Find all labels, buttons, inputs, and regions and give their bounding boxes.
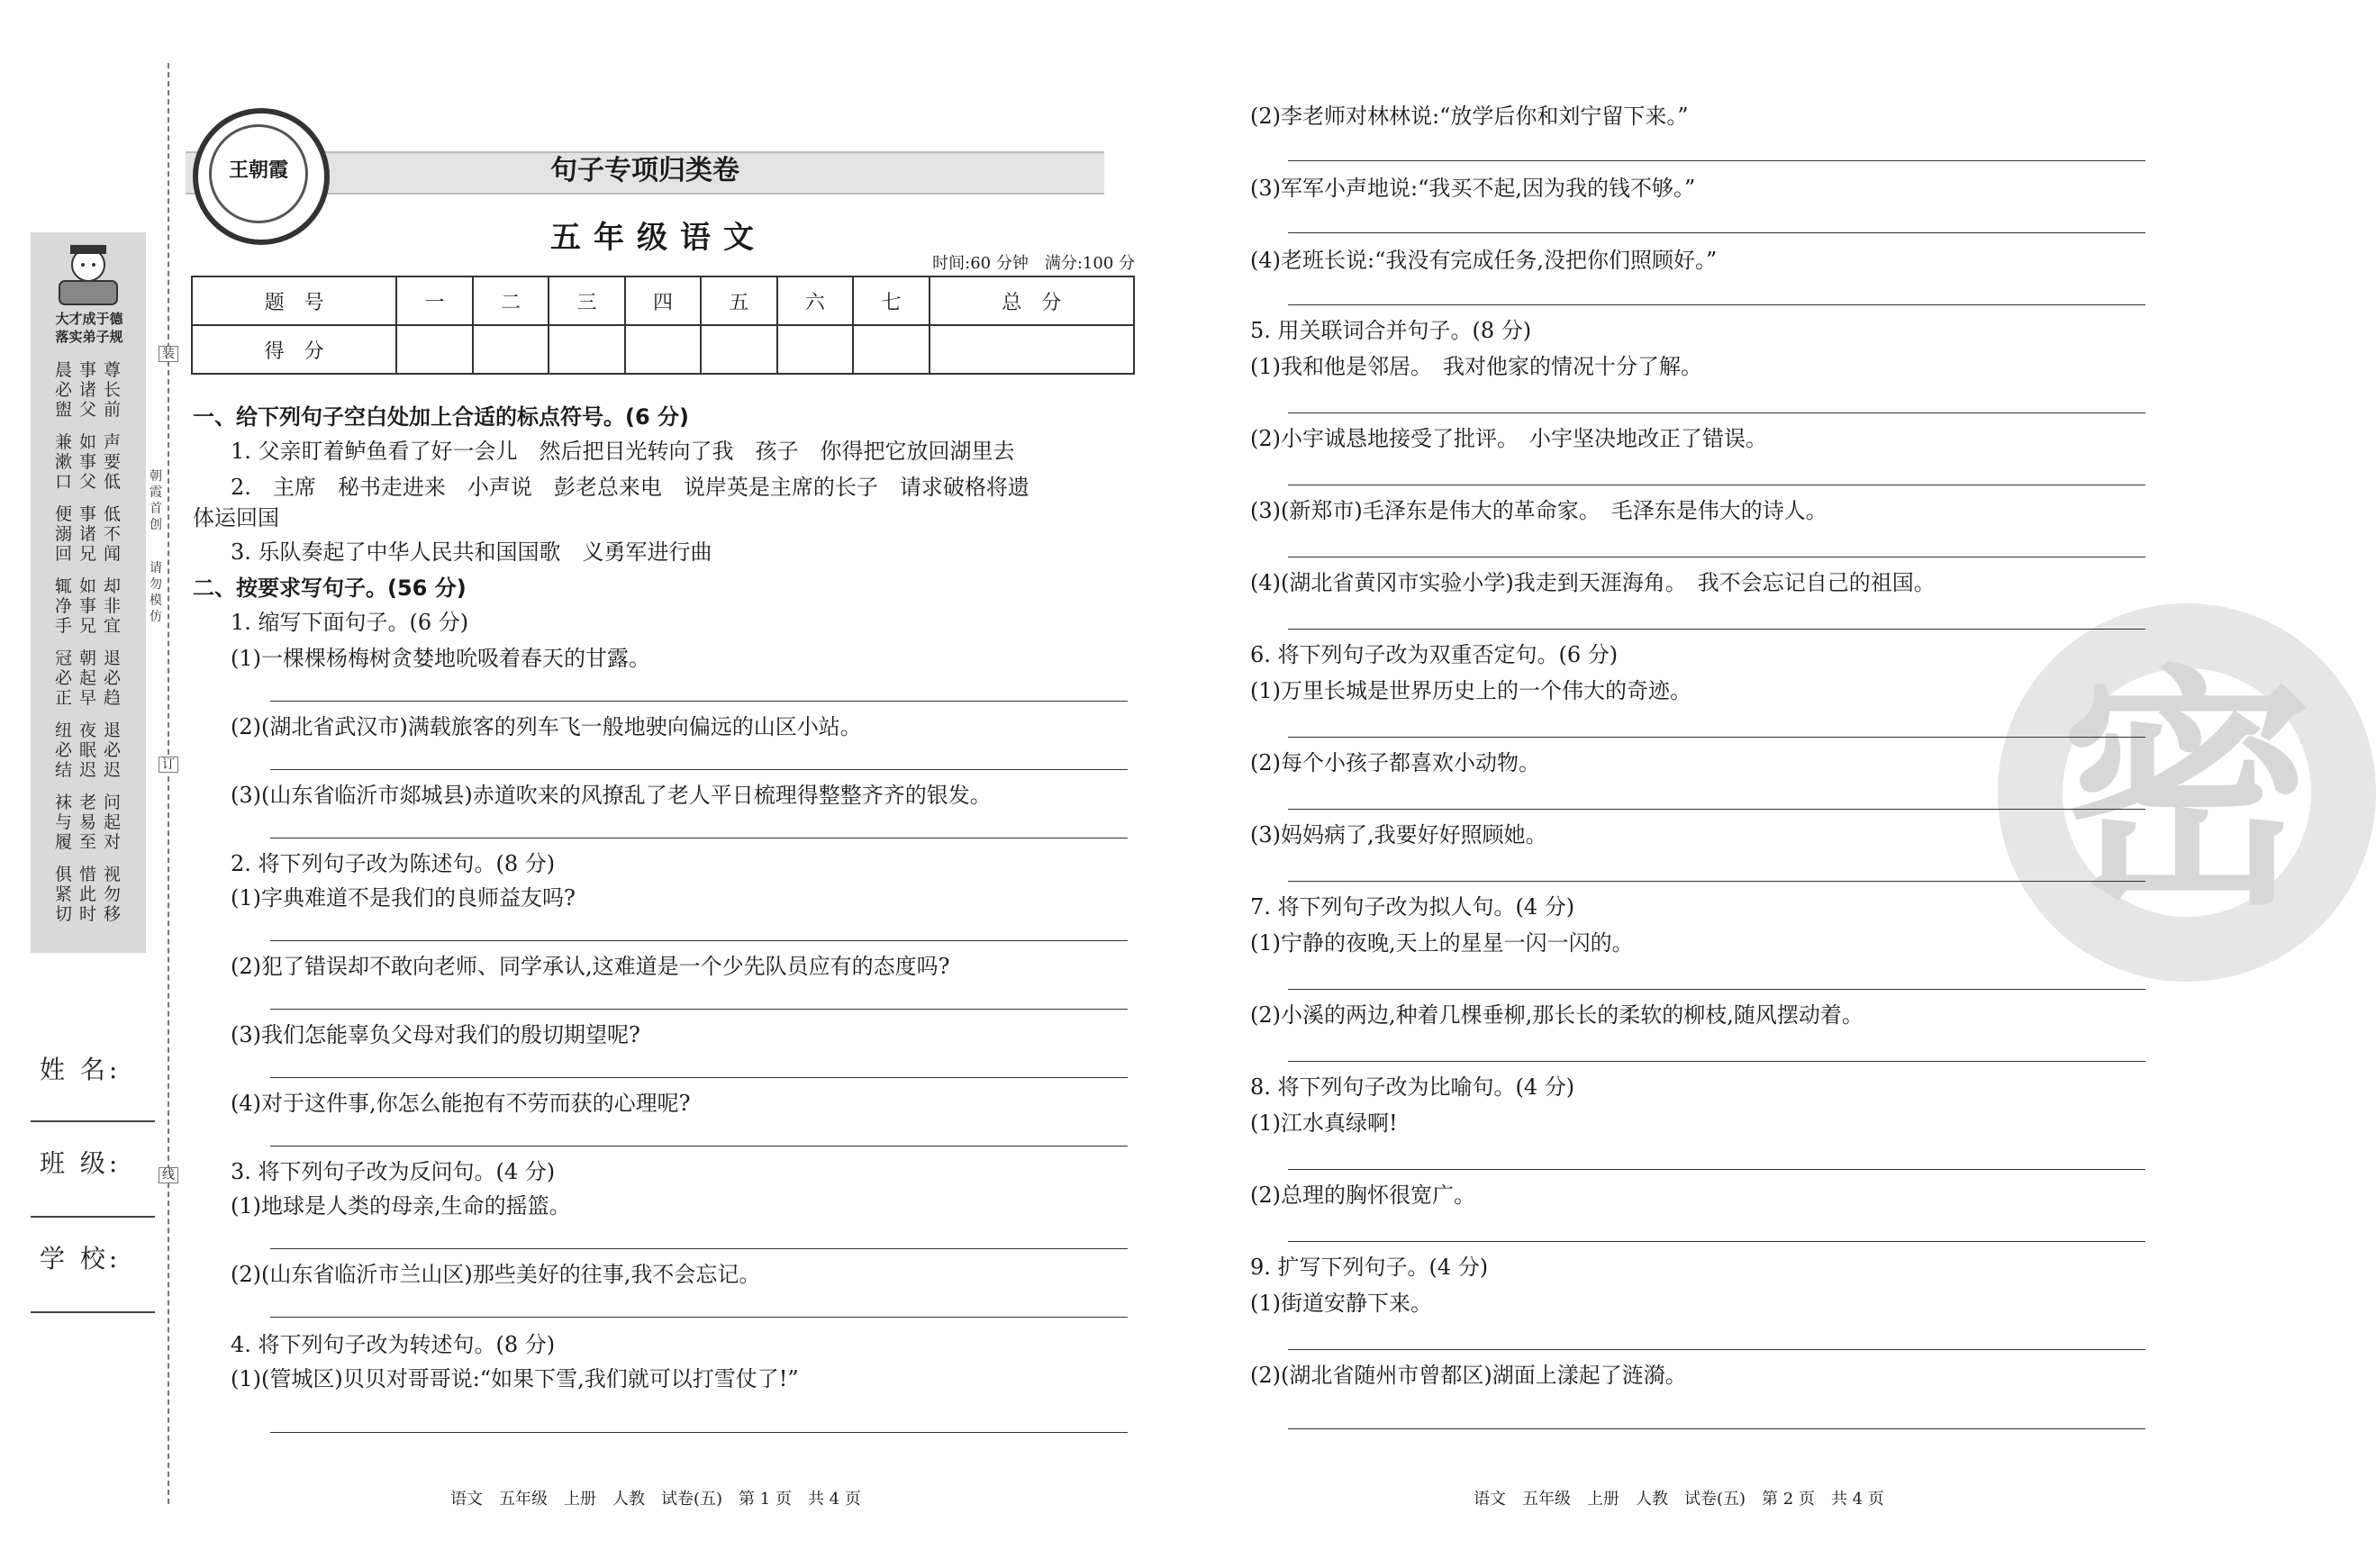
banner-title: 句子专项归类卷 xyxy=(550,155,739,186)
answer-line[interactable] xyxy=(1288,1169,2145,1170)
motto-row: 盥 父 前 xyxy=(54,400,122,420)
question-text: (4)对于这件事,你怎么能抱有不劳而获的心理呢? xyxy=(231,1091,691,1116)
question-text: 3. 乐队奏起了中华人民共和国国歌 义勇军进行曲 xyxy=(231,539,712,565)
name-label: 姓 名: xyxy=(40,1055,122,1084)
question-text: (2)每个小孩子都喜欢小动物。 xyxy=(1250,750,1540,775)
score-row-label: 得 分 xyxy=(192,325,396,374)
answer-line[interactable] xyxy=(1288,881,2145,882)
school-field[interactable] xyxy=(31,1311,155,1313)
answer-line[interactable] xyxy=(1288,629,2145,630)
answer-line[interactable] xyxy=(270,1248,1128,1249)
vertical-note-2: 请勿模仿 xyxy=(150,561,162,624)
motto-row: 紧 此 勿 xyxy=(54,884,122,904)
motto-row: 溺 诸 不 xyxy=(54,524,122,544)
time-info: 时间:60 分钟 满分:100 分 xyxy=(932,254,1135,273)
question-text: (3)(新郑市)毛泽东是伟大的革命家。 毛泽东是伟大的诗人。 xyxy=(1250,498,1827,523)
question-text: (2)小溪的两边,种着几棵垂柳,那长长的柔软的柳枝,随风摆动着。 xyxy=(1250,1002,1864,1028)
sidebar-motto xyxy=(32,360,144,937)
motto-row: 口 父 低 xyxy=(54,472,122,492)
question-text: (1)宁静的夜晚,天上的星星一闪一闪的。 xyxy=(1250,930,1634,956)
answer-line[interactable] xyxy=(1288,304,2145,305)
answer-line[interactable] xyxy=(1288,1428,2145,1429)
question-text: (2)李老师对林林说:“放学后你和刘宁留下来。” xyxy=(1250,104,1689,129)
answer-line[interactable] xyxy=(270,1317,1128,1318)
motto-row: 与 易 起 xyxy=(54,812,122,832)
question-text: (3)(山东省临沂市郯城县)赤道吹来的风撩乱了老人平日梳理得整整齐齐的银发。 xyxy=(231,783,992,808)
question-text: (1)地球是人类的母亲,生命的摇篮。 xyxy=(231,1193,571,1219)
motto-row: 便 事 低 xyxy=(54,504,122,524)
question-heading: 4. 将下列句子改为转述句。(8 分) xyxy=(231,1332,556,1357)
motto-row: 必 眠 必 xyxy=(54,740,122,760)
question-text: (2)(山东省临沂市兰山区)那些美好的往事,我不会忘记。 xyxy=(231,1262,761,1287)
score-cell[interactable] xyxy=(701,325,776,374)
question-heading: 5. 用关联词合并句子。(8 分) xyxy=(1250,318,1532,343)
answer-line[interactable] xyxy=(1288,1061,2145,1062)
question-text: (1)一棵棵杨梅树贪婪地吮吸着春天的甘露。 xyxy=(231,646,650,671)
page-footer-left: 语文 五年级 上册 人教 试卷(五) 第 1 页 共 4 页 xyxy=(450,1490,861,1509)
motto-row: 手 兄 宜 xyxy=(54,616,122,636)
sidebar-slogan: 大才成于德 落实弟子规 xyxy=(55,311,123,345)
motto-row: 俱 惜 视 xyxy=(54,865,122,884)
question-text: (1)街道安静下来。 xyxy=(1250,1291,1432,1316)
answer-line[interactable] xyxy=(1288,1349,2145,1350)
watermark-glyph: 密 xyxy=(2061,646,2313,939)
binding-tag-1: 装 xyxy=(159,346,178,362)
answer-line[interactable] xyxy=(270,1077,1128,1078)
question-text: 1. 父亲盯着鲈鱼看了好一会儿 然后把目光转向了我 孩子 你得把它放回湖里去 xyxy=(231,439,1015,464)
question-text: (1)万里长城是世界历史上的一个伟大的奇迹。 xyxy=(1250,678,1691,703)
score-cell[interactable] xyxy=(549,325,624,374)
score-header-cell: 四 xyxy=(625,276,701,325)
score-cell[interactable] xyxy=(930,325,1134,374)
motto-row: 正 早 趋 xyxy=(54,688,122,708)
score-value-row xyxy=(192,325,1134,374)
answer-line[interactable] xyxy=(1288,989,2145,990)
question-text: (4)(湖北省黄冈市实验小学)我走到天涯海角。 我不会忘记自己的祖国。 xyxy=(1250,570,1936,595)
class-field[interactable] xyxy=(31,1216,155,1218)
answer-line[interactable] xyxy=(1288,160,2145,161)
question-text: 体运回国 xyxy=(193,505,279,530)
answer-line[interactable] xyxy=(1288,737,2145,738)
score-header-cell: 六 xyxy=(777,276,853,325)
answer-line[interactable] xyxy=(270,940,1128,941)
score-header-cell: 五 xyxy=(701,276,776,325)
motto-row: 漱 事 要 xyxy=(54,452,122,472)
page-subtitle: 五年级语文 xyxy=(550,220,766,256)
score-header-cell: 一 xyxy=(396,276,472,325)
question-text: (2)(湖北省武汉市)满载旅客的列车飞一般地驶向偏远的山区小站。 xyxy=(231,714,862,739)
question-text: (3)妈妈病了,我要好好照顾她。 xyxy=(1250,822,1547,847)
question-heading: 1. 缩写下面句子。(6 分) xyxy=(231,610,469,635)
school-label: 学 校: xyxy=(40,1244,122,1273)
motto-row: 必 起 必 xyxy=(54,668,122,688)
motto-row: 兼 如 声 xyxy=(54,432,122,452)
question-text: (3)我们怎能辜负父母对我们的殷切期望呢? xyxy=(231,1022,640,1047)
motto-row: 纽 夜 退 xyxy=(54,721,122,740)
answer-line[interactable] xyxy=(1288,809,2145,810)
score-header-cell: 题 号 xyxy=(192,276,396,325)
question-text: (1)字典难道不是我们的良师益友吗? xyxy=(231,885,576,911)
binding-tag-2: 订 xyxy=(159,757,178,773)
question-heading: 7. 将下列句子改为拟人句。(4 分) xyxy=(1250,894,1575,920)
motto-row: 冠 朝 退 xyxy=(54,648,122,668)
answer-line[interactable] xyxy=(1288,412,2145,413)
question-heading: 9. 扩写下列句子。(4 分) xyxy=(1250,1255,1489,1280)
score-header-cell: 七 xyxy=(853,276,929,325)
section-2-heading: 二、按要求写句子。(56 分) xyxy=(193,576,467,601)
motto-row: 结 迟 迟 xyxy=(54,760,122,780)
question-text: 2. 主席 秘书走进来 小声说 彭老总来电 说岸英是主席的长子 请求破格将遗 xyxy=(231,475,1029,500)
answer-line[interactable] xyxy=(270,701,1128,702)
question-text: (2)小宇诚恳地接受了批评。 小宇坚决地改正了错误。 xyxy=(1250,426,1767,451)
question-text: (2)总理的胸怀很宽广。 xyxy=(1250,1183,1475,1208)
binding-tag-3: 线 xyxy=(159,1167,178,1183)
motto-row: 辄 如 却 xyxy=(54,576,122,596)
vertical-note-1: 朝霞首创 xyxy=(150,469,162,532)
score-cell[interactable] xyxy=(473,325,549,374)
score-header-cell: 三 xyxy=(549,276,624,325)
logo-text: 王朝霞 xyxy=(228,159,288,182)
answer-line[interactable] xyxy=(270,1432,1128,1433)
binding-line xyxy=(168,63,169,1504)
question-heading: 8. 将下列句子改为比喻句。(4 分) xyxy=(1250,1074,1575,1100)
motto-row: 晨 事 尊 xyxy=(54,360,122,380)
question-text: (2)(湖北省随州市曾都区)湖面上漾起了涟漪。 xyxy=(1250,1363,1687,1388)
motto-row: 必 诸 长 xyxy=(54,380,122,400)
question-heading: 2. 将下列句子改为陈述句。(8 分) xyxy=(231,851,556,876)
question-text: (1)我和他是邻居。 我对他家的情况十分了解。 xyxy=(1250,354,1702,379)
name-field[interactable] xyxy=(31,1120,155,1122)
score-table xyxy=(191,276,1135,375)
question-heading: 3. 将下列句子改为反问句。(4 分) xyxy=(231,1159,556,1184)
question-text: (1)(管城区)贝贝对哥哥说:“如果下雪,我们就可以打雪仗了!” xyxy=(231,1366,799,1391)
answer-line[interactable] xyxy=(1288,1241,2145,1242)
answer-line[interactable] xyxy=(1288,232,2145,233)
motto-row: 净 事 非 xyxy=(54,596,122,616)
class-label: 班 级: xyxy=(40,1148,122,1178)
answer-line[interactable] xyxy=(270,1146,1128,1147)
scholar-mascot-icon xyxy=(47,240,130,308)
question-text: (4)老班长说:“我没有完成任务,没把你们照顾好。” xyxy=(1250,248,1718,273)
motto-row: 回 兄 闻 xyxy=(54,544,122,564)
page-footer-right: 语文 五年级 上册 人教 试卷(五) 第 2 页 共 4 页 xyxy=(1474,1490,1884,1509)
score-cell[interactable] xyxy=(396,325,472,374)
score-cell[interactable] xyxy=(777,325,853,374)
score-cell[interactable] xyxy=(853,325,929,374)
score-header-cell: 二 xyxy=(473,276,549,325)
answer-line[interactable] xyxy=(270,1009,1128,1010)
answer-line[interactable] xyxy=(270,769,1128,770)
question-text: (2)犯了错误却不敢向老师、同学承认,这难道是一个少先队员应有的态度吗? xyxy=(231,954,950,979)
motto-row: 切 时 移 xyxy=(54,904,122,924)
motto-row: 袜 老 问 xyxy=(54,793,122,812)
question-heading: 6. 将下列句子改为双重否定句。(6 分) xyxy=(1250,642,1619,667)
question-text: (3)军军小声地说:“我买不起,因为我的钱不够。” xyxy=(1250,176,1696,201)
score-header-cell: 总 分 xyxy=(930,276,1134,325)
question-text: (1)江水真绿啊! xyxy=(1250,1110,1398,1136)
section-1-heading: 一、给下列句子空白处加上合适的标点符号。(6 分) xyxy=(193,404,689,430)
score-cell[interactable] xyxy=(625,325,701,374)
score-header-row xyxy=(192,276,1134,325)
motto-row: 履 至 对 xyxy=(54,832,122,852)
